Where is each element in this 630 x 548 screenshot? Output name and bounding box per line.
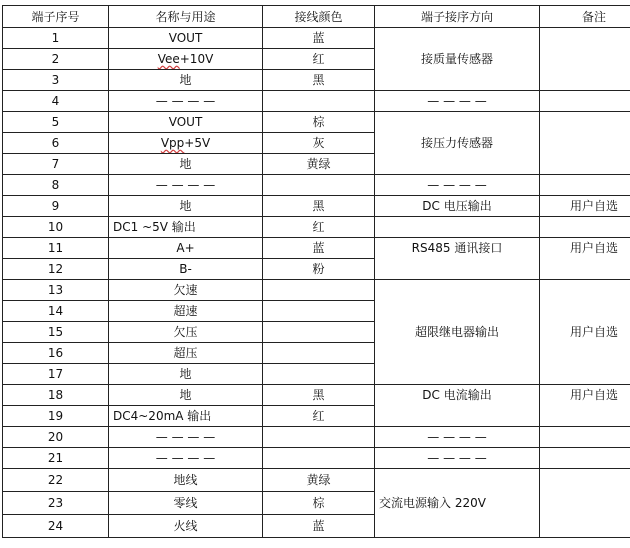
terminal-no: 6 [3, 133, 109, 154]
direction-cell: — — — — [375, 448, 540, 469]
remark-cell: 用户自选 [540, 196, 630, 217]
remark-cell: 用户自选 [540, 280, 630, 385]
terminal-no: 7 [3, 154, 109, 175]
direction-cell: RS485 通讯接口 [375, 238, 540, 280]
terminal-no: 1 [3, 28, 109, 49]
terminal-no: 12 [3, 259, 109, 280]
remark-cell [540, 112, 630, 175]
wire-color: 黑 [263, 385, 375, 406]
terminal-name: 地 [109, 385, 263, 406]
terminal-name: 地 [109, 70, 263, 91]
wire-color [263, 280, 375, 301]
terminal-no: 14 [3, 301, 109, 322]
table-row [3, 280, 630, 301]
terminal-name: B- [109, 259, 263, 280]
terminal-name: 地线 [109, 469, 263, 492]
remark-cell: 用户自选 [540, 238, 630, 280]
wire-color: 粉 [263, 259, 375, 280]
table-row [3, 196, 630, 217]
wire-color: 黄绿 [263, 469, 375, 492]
remark-cell [540, 448, 630, 469]
wire-color [263, 427, 375, 448]
table-row [3, 238, 630, 259]
wire-color: 黄绿 [263, 154, 375, 175]
terminal-name-prefix: Vee [157, 52, 180, 66]
table-row [3, 217, 630, 238]
wire-color: 蓝 [263, 238, 375, 259]
remark-cell [540, 28, 630, 91]
remark-cell: 用户自选 [540, 385, 630, 427]
wire-color [263, 91, 375, 112]
direction-cell: 接压力传感器 [375, 112, 540, 175]
wire-color: 红 [263, 217, 375, 238]
direction-cell: DC 电压输出 [375, 196, 540, 217]
terminal-name: 欠压 [109, 322, 263, 343]
terminal-name: 零线 [109, 492, 263, 515]
terminal-table [2, 5, 630, 538]
terminal-no: 17 [3, 364, 109, 385]
wire-color: 蓝 [263, 28, 375, 49]
table-row [3, 469, 630, 492]
terminal-no: 20 [3, 427, 109, 448]
wire-color [263, 364, 375, 385]
wire-color: 棕 [263, 492, 375, 515]
wire-color: 蓝 [263, 515, 375, 538]
wire-color: 棕 [263, 112, 375, 133]
terminal-no: 9 [3, 196, 109, 217]
terminal-name: 地 [109, 196, 263, 217]
wire-color: 黑 [263, 196, 375, 217]
terminal-no: 8 [3, 175, 109, 196]
header-color: 接线颜色 [263, 6, 375, 28]
terminal-no: 15 [3, 322, 109, 343]
terminal-no: 13 [3, 280, 109, 301]
table-row [3, 427, 630, 448]
terminal-no: 3 [3, 70, 109, 91]
wire-color: 红 [263, 49, 375, 70]
wire-color: 黑 [263, 70, 375, 91]
wire-color [263, 175, 375, 196]
direction-cell: DC 电流输出 [375, 385, 540, 427]
terminal-name: — — — — [109, 427, 263, 448]
terminal-name: 欠速 [109, 280, 263, 301]
terminal-no: 4 [3, 91, 109, 112]
wire-color [263, 343, 375, 364]
table-row [3, 28, 630, 49]
direction-cell: — — — — [375, 427, 540, 448]
table-row [3, 91, 630, 112]
terminal-name: — — — — [109, 448, 263, 469]
terminal-name: A+ [109, 238, 263, 259]
terminal-no: 19 [3, 406, 109, 427]
terminal-no: 2 [3, 49, 109, 70]
wire-color [263, 448, 375, 469]
direction-cell: 接质量传感器 [375, 28, 540, 91]
terminal-name-suffix: +5V [184, 136, 211, 150]
terminal-name-suffix: +10V [179, 52, 214, 66]
table-row [3, 385, 630, 406]
terminal-no: 16 [3, 343, 109, 364]
table-row [3, 175, 630, 196]
header-direction: 端子接序方向 [375, 6, 540, 28]
terminal-no: 11 [3, 238, 109, 259]
remark-cell [540, 469, 630, 538]
terminal-no: 24 [3, 515, 109, 538]
terminal-name: 超压 [109, 343, 263, 364]
header-row [3, 6, 630, 28]
wire-color: 灰 [263, 133, 375, 154]
terminal-name: — — — — [109, 91, 263, 112]
wire-color [263, 301, 375, 322]
terminal-name: 地 [109, 364, 263, 385]
remark-cell [540, 217, 630, 238]
direction-cell: 超限继电器输出 [375, 280, 540, 385]
wire-color: 红 [263, 406, 375, 427]
terminal-name: VOUT [109, 28, 263, 49]
terminal-no: 23 [3, 492, 109, 515]
terminal-name: 超速 [109, 301, 263, 322]
terminal-name: DC4~20mA 输出 [109, 406, 263, 427]
terminal-no: 22 [3, 469, 109, 492]
terminal-name: DC1 ~5V 输出 [109, 217, 263, 238]
remark-cell [540, 175, 630, 196]
terminal-no: 10 [3, 217, 109, 238]
terminal-no: 18 [3, 385, 109, 406]
terminal-no: 5 [3, 112, 109, 133]
terminal-name [109, 133, 263, 154]
direction-cell: — — — — [375, 175, 540, 196]
terminal-name: 火线 [109, 515, 263, 538]
remark-cell [540, 91, 630, 112]
wire-color [263, 322, 375, 343]
header-no: 端子序号 [3, 6, 109, 28]
terminal-no: 21 [3, 448, 109, 469]
direction-cell [375, 217, 540, 238]
terminal-name: 地 [109, 154, 263, 175]
table-row [3, 448, 630, 469]
header-name: 名称与用途 [109, 6, 263, 28]
terminal-name [109, 49, 263, 70]
table-row [3, 112, 630, 133]
direction-cell: — — — — [375, 91, 540, 112]
header-remark: 备注 [540, 6, 630, 28]
terminal-name: — — — — [109, 175, 263, 196]
terminal-name-prefix: Vpp [160, 136, 185, 150]
remark-cell [540, 427, 630, 448]
direction-cell: 交流电源输入 220V [375, 469, 540, 538]
terminal-name: VOUT [109, 112, 263, 133]
